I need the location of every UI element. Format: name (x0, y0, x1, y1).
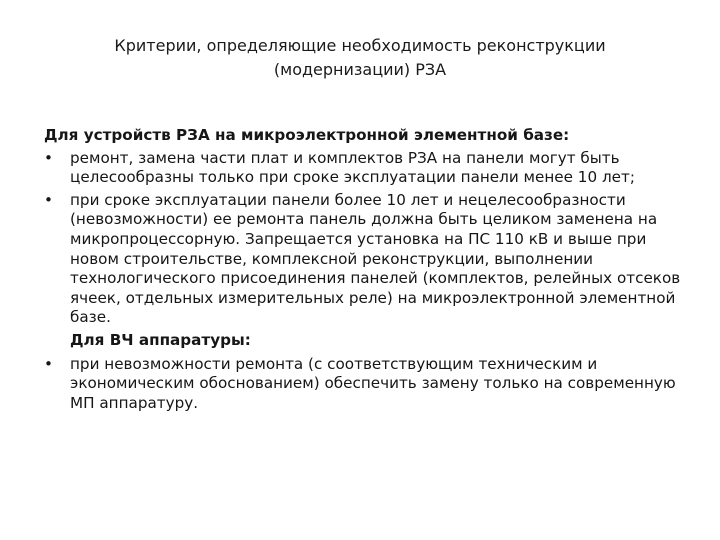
bullet-text: ремонт, замена части плат и комплектов РЗА на панели могут быть целесообразны только при сроке эксплуатации панели менее 10 лет; (70, 148, 635, 187)
slide-body (44, 126, 684, 416)
title-line-1: Критерии, определяющие необходимость реконструкции (114, 36, 606, 55)
bullet-list-hf (44, 355, 684, 414)
section-heading-rza: Для устройств РЗА на микроэлектронной элементной базе: (44, 126, 570, 144)
bullet-list-rza (44, 149, 684, 328)
section-heading-hf: Для ВЧ аппаратуры: (70, 330, 251, 349)
bullet-icon: • (44, 190, 53, 209)
list-item (44, 191, 684, 328)
list-item (44, 355, 684, 414)
list-item (44, 149, 684, 188)
slide-title (60, 34, 660, 82)
title-line-2: (модернизации) РЗА (273, 60, 447, 79)
bullet-text: при невозможности ремонта (с соответствующим техническим и экономическим обоснованием) обеспечить замену только на современную МП аппаратуру. (70, 354, 676, 412)
bullet-icon: • (44, 354, 53, 373)
bullet-text: при сроке эксплуатации панели более 10 лет и нецелесообразности (невозможности) ее ремонта панель должна быть целиком заменена на микропроцессорную. Запрещается установка на ПС 110 кВ и выше при новом строительстве, комплексной реконструкции, выполнении технологического присоединения панелей (комплектов, релейных отсеков ячеек, отдельных измерительных реле) на микроэлектронной элементной базе. (70, 190, 681, 327)
bullet-icon: • (44, 148, 53, 167)
